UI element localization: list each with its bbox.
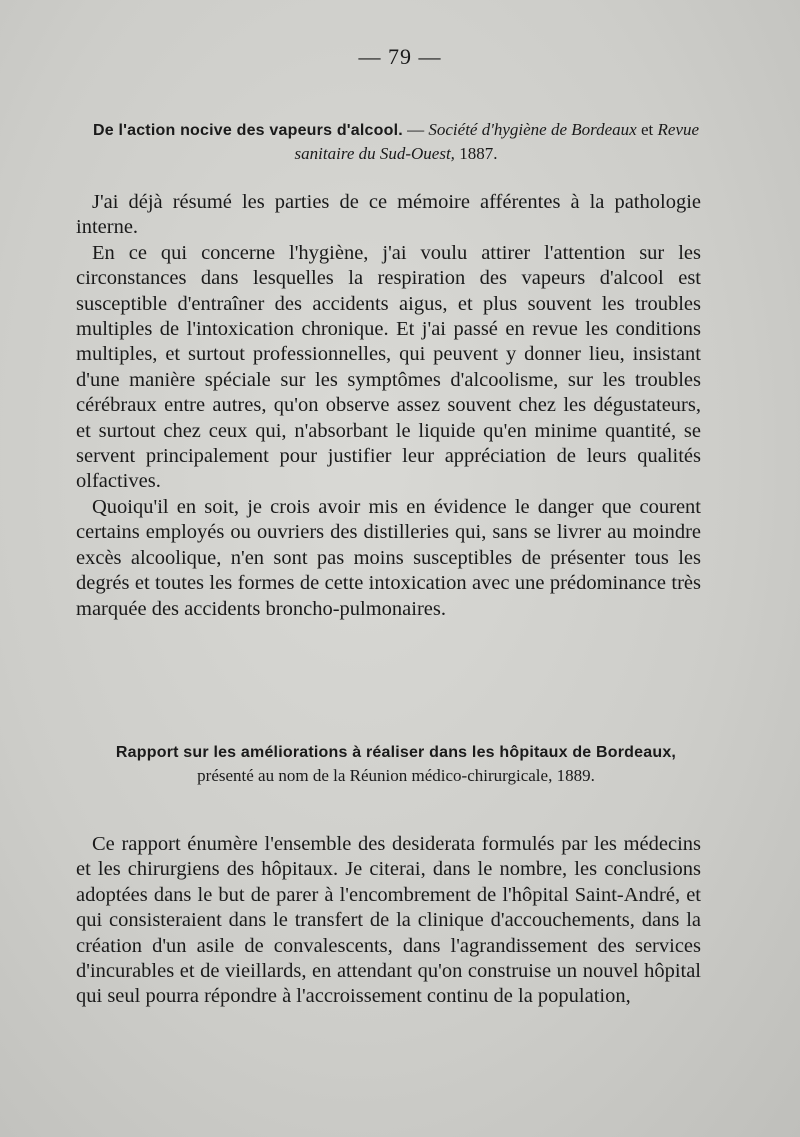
section-subtitle: présenté au nom de la Réunion médico-chirurgicale, 1889. xyxy=(197,766,595,785)
section-body-hospitals xyxy=(76,832,701,1010)
paragraph: J'ai déjà résumé les parties de ce mémoire afférentes à la pathologie interne. xyxy=(76,191,701,239)
source-conjunction: et xyxy=(636,120,658,139)
section-heading-hospitals xyxy=(76,741,716,787)
section-heading-alcohol xyxy=(76,118,716,165)
paragraph: En ce qui concerne l'hygiène, j'ai voulu attirer l'attention sur les circonstances dans lesquelles la respiration des vapeurs d'alcool est susceptible d'entraîner des accidents aigus, et plus souvent les troubles multiples de l'intoxication chronique. Et j'ai passé en revue les conditions multiples, et surtout professionnelles, qui peuvent y donner lieu, insistant d'une manière spéciale sur les symptômes d'alcoolisme, sur les troubles cérébraux entre autres, qu'on observe assez souvent chez les dégustateurs, et surtout chez ceux qui, n'absorbant le liquide qu'en minime quantité, se servent principalement pour justifier leur appréciation de leurs qualités olfactives. xyxy=(76,241,701,493)
page-number: — 79 — xyxy=(358,44,442,69)
title-dash: — xyxy=(402,120,429,139)
source-society: Société d'hygiène de Bordeaux xyxy=(428,120,637,139)
section-body-alcohol xyxy=(76,190,701,622)
section-title: De l'action nocive des vapeurs d'alcool. xyxy=(92,122,403,139)
source-year: 1887. xyxy=(454,144,498,163)
paragraph: Ce rapport énumère l'ensemble des desiderata formulés par les médecins et les chirurgiens des hôpitaux. Je citerai, dans le nombre, les conclusions adoptées dans le but de parer à l'encombrement de l'hôpital Saint-André, et qui consisteraient dans le transfert de la clinique d'accouchements, dans la création d'un asile de convalescents, dans l'agrandissement des services d'incurables et de vieillards, en attendant qu'on construise un nouvel hôpital qui seul pourra répondre à l'accroissement continu de la population, xyxy=(76,833,701,1008)
source-journal: Revue sanitaire du Sud-Ouest, xyxy=(294,120,700,163)
section-title: Rapport sur les améliorations à réaliser dans les hôpitaux de Bordeaux, xyxy=(115,744,677,761)
paragraph: Quoiqu'il en soit, je crois avoir mis en évidence le danger que courent certains employés ou ouvriers des distilleries qui, sans se livrer au moindre excès alcoolique, n'en sont pas moins susceptibles de présenter tous les degrés et toutes les formes de cette intoxication avec une prédominance très marquée des accidents broncho-pulmonaires. xyxy=(76,495,701,620)
